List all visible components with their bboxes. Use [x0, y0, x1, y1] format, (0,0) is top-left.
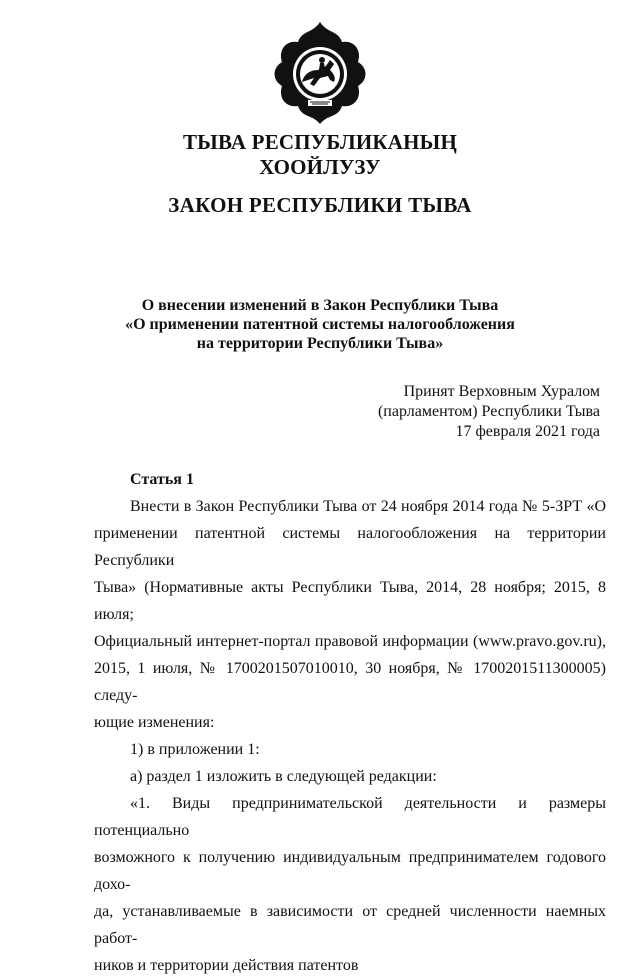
paragraph-line: ющие изменения: — [94, 714, 215, 731]
paragraph-item-1: 1) в приложении 1: — [130, 741, 260, 758]
paragraph-line: возможного к получению индивидуальным предпринимателем годового дохо- — [94, 849, 606, 893]
header-tuvan-title — [0, 130, 640, 180]
paragraph-line: да, устанавливаемые в зависимости от средней численности наемных работ- — [94, 903, 606, 947]
adoption-info — [378, 382, 600, 442]
paragraph-line: Внести в Закон Республики Тыва от 24 ноября 2014 года № 5-ЗРТ «О — [130, 498, 606, 515]
paragraph-line: Тыва» (Нормативные акты Республики Тыва, 2014, 28 ноября; 2015, 8 июля; — [94, 579, 606, 623]
title-line-2: «О применении патентной системы налогообложения — [125, 316, 515, 333]
law-body — [94, 466, 606, 979]
paragraph-line: 2015, 1 июля, № 1700201507010010, 30 ноября, № 1700201511300005) следу- — [94, 660, 606, 704]
header-law-title: ЗАКОН РЕСПУБЛИКИ ТЫВА — [168, 193, 472, 217]
header-line-1: ТЫВА РЕСПУБЛИКАНЫҢ — [182, 130, 458, 154]
title-line-3: на территории Республики Тыва» — [196, 335, 444, 352]
paragraph-item-a: а) раздел 1 изложить в следующей редакции: — [130, 768, 437, 785]
title-line-1: О внесении изменений в Закон Республики Тыва — [141, 297, 499, 314]
paragraph-line: применении патентной системы налогообложения на территории Республики — [94, 525, 606, 569]
paragraph-amendment-intro — [94, 493, 606, 736]
tyva-coat-of-arms-emblem — [268, 20, 372, 124]
paragraph-line: «1. Виды предпринимательской деятельности и размеры потенциально — [94, 795, 606, 839]
adoption-date: 17 февраля 2021 года — [455, 423, 600, 440]
header-line-2: ХООЙЛУЗУ — [259, 155, 381, 179]
paragraph-line: Официальный интернет-портал правовой информации (www.pravo.gov.ru), — [94, 633, 606, 650]
paragraph-line: ников и территории действия патентов — [94, 957, 359, 974]
adopted-line-2: (парламентом) Республики Тыва — [377, 403, 600, 420]
adopted-line-1: Принят Верховным Хуралом — [403, 383, 600, 400]
law-subject-title — [0, 296, 640, 353]
article-heading: Статья 1 — [130, 471, 194, 488]
paragraph-section-1-text — [94, 790, 606, 979]
